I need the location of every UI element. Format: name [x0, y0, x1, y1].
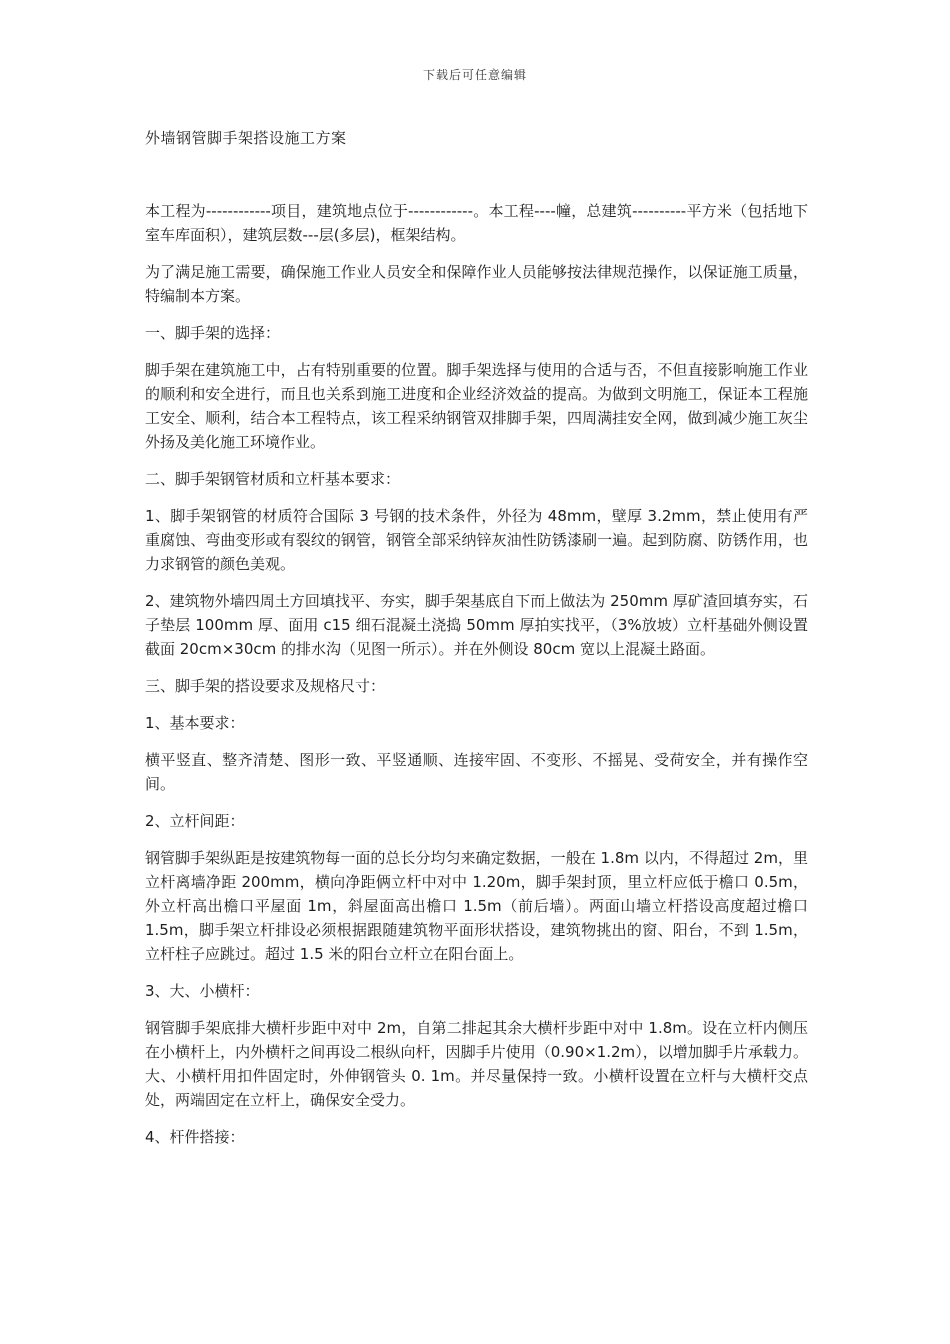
subheading-pole-spacing: 2、立杆间距：: [145, 812, 245, 830]
paragraph-purpose: 为了满足施工需要，确保施工作业人员安全和保障作业人员能够按法律规范操作，以保证施工质量，特编制本方案。: [145, 263, 808, 305]
section-heading-1: 一、脚手架的选择：: [145, 324, 281, 342]
paragraph-pole-spacing: 钢管脚手架纵距是按建筑物每一面的总长分均匀来确定数据，一般在 1.8m 以内，不得超过 2m，里立杆离墙净距 200mm，横向净距俩立杆中对中 1.20m，脚手架封顶，里立杆应低于檐口 0.5m，外立杆高出檐口平屋面 1m，斜屋面高出檐口 1.5m（前后墙）。两面山墙立杆搭设高度超过檐口 1.5m，脚手架立杆排设必须根据跟随建筑物平面形状搭设，建筑物挑出的窗、阳台，不到 1.5m，立杆柱子应跳过。超过 1.5 米的阳台立杆立在阳台面上。: [145, 849, 808, 963]
section-heading-3: 三、脚手架的搭设要求及规格尺寸：: [145, 677, 386, 695]
subheading-cross-bars: 3、大、小横杆：: [145, 982, 260, 1000]
document-body: [145, 199, 808, 1162]
paragraph-cross-bars: 钢管脚手架底排大横杆步距中对中 2m，自第二排起其余大横杆步距中对中 1.8m。设在立杆内侧压在小横杆上，内外横杆之间再设二根纵向杆，因脚手片使用（0.90×1.2m），以增加脚手片承载力。大、小横杆用扣件固定时，外伸钢管头 0. 1m。并尽量保持一致。小横杆设置在立杆与大横杆交点处，两端固定在立杆上，确保安全受力。: [145, 1019, 808, 1109]
paragraph-project-overview: 本工程为------------项目，建筑地点位于------------。本工程----幢，总建筑----------平方米（包括地下室车库面积），建筑层数---层(多层)，框架结构。: [145, 202, 808, 244]
subheading-member-joints: 4、杆件搭接：: [145, 1128, 245, 1146]
section-heading-2: 二、脚手架钢管材质和立杆基本要求：: [145, 470, 401, 488]
page-header-note: 下载后可任意编辑: [422, 68, 527, 82]
document-title: 外墙钢管脚手架搭设施工方案: [145, 129, 347, 147]
paragraph-steel-material: 1、脚手架钢管的材质符合国际 3 号钢的技术条件，外径为 48mm，壁厚 3.2mm，禁止使用有严重腐蚀、弯曲变形或有裂纹的钢管，钢管全部采纳锌灰油性防锈漆刷一遍。起到防腐、防锈作用，也力求钢管的颜色美观。: [145, 507, 808, 573]
paragraph-scaffold-selection: 脚手架在建筑施工中，占有特别重要的位置。脚手架选择与使用的合适与否，不但直接影响施工作业的顺利和安全进行，而且也关系到施工进度和企业经济效益的提高。为做到文明施工，保证本工程施工安全、顺利，结合本工程特点，该工程采纳钢管双排脚手架，四周满挂安全网，做到减少施工灰尘外扬及美化施工环境作业。: [145, 361, 808, 451]
paragraph-foundation: 2、建筑物外墙四周土方回填找平、夯实，脚手架基底自下而上做法为 250mm 厚矿渣回填夯实，石子垫层 100mm 厚、面用 c15 细石混凝土浇捣 50mm 厚拍实找平，（3%放坡）立杆基础外侧设置截面 20cm×30cm 的排水沟（见图一所示）。并在外侧设 80cm 宽以上混凝土路面。: [145, 592, 808, 658]
subheading-basic-requirements: 1、基本要求：: [145, 714, 245, 732]
paragraph-basic-requirements: 横平竖直、整齐清楚、图形一致、平竖通顺、连接牢固、不变形、不摇晃、受荷安全，并有操作空间。: [145, 751, 808, 793]
